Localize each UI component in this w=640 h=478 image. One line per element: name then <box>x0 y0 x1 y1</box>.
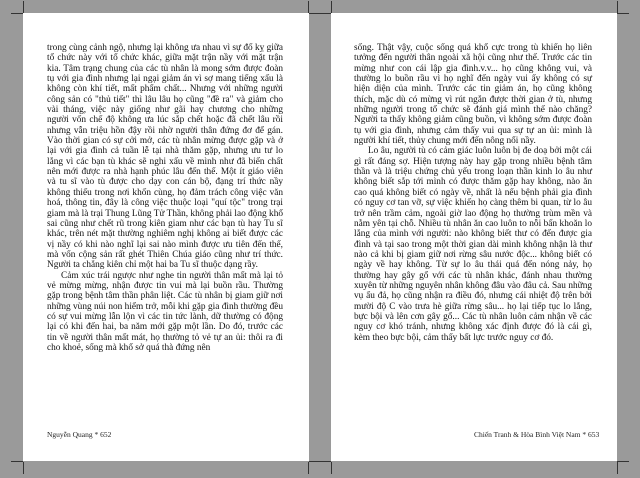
right-page <box>331 13 617 461</box>
crop-mark <box>23 1 24 13</box>
left-page <box>23 13 309 461</box>
right-paragraph-1: sống. Thật vậy, cuộc sống quá khổ cực trong tù khiến họ liên tưởng đến người thân ngoài xã hội cũng như thế. Trước các tin mừng như con cái lập gia đình.v.v... họ cũng không vui, và thường lo buồn rầu vì họ nghĩ đến ngày vui ấy không có sự hiện diện của mình. Trước các tin giảm án, họ cũng không thích, mặc dù có mừng vì rút ngắn được thời gian ở tù, nhưng những người trong tổ chức sẽ đánh giá mình thế nào chăng? Người ta thấy không giảm cũng buồn, vì không sớm được đoàn tụ với gia đình, nhưng cảm thấy vui qua sự tự an ủi: mình là người khí tiết, thủy chung mới đến nông nổi nầy. <box>354 43 592 147</box>
crop-mark <box>319 13 331 14</box>
right-page-footer: Chiến Tranh & Hòa Bình Việt Nam * 653 <box>474 430 600 439</box>
right-page-body <box>354 43 592 343</box>
left-page-footer: Nguyễn Quang * 652 <box>47 430 112 439</box>
crop-mark <box>11 461 23 462</box>
left-paragraph-2: Cảm xúc trái ngược như nghe tin người thân mất mà lại tỏ vẻ mừng mừng, nhận được tin vui mà lại buồn rầu. Thường gặp trong bệnh tâm thần phân liệt. Các tù nhân bị giam giữ nơi những vùng núi non hiểm trở, mỗi khi gặp gia đình thường đều có sự vui mừng lẫn lộn vì các tin tức lành, dữ thường có động lại có khi đến hai, ba năm mới gặp một lần. Do đó, trước các tin về người thân mất mát, họ thường tỏ vẻ tự an ủi: thôi ra đi cho khoẻ, sống mà khổ sở quá thà đứng nên <box>47 270 283 353</box>
crop-mark <box>319 461 331 462</box>
crop-mark <box>23 462 24 474</box>
crop-mark <box>331 1 332 13</box>
crop-mark <box>617 461 629 462</box>
crop-mark <box>617 462 618 474</box>
left-page-body <box>47 43 283 353</box>
right-paragraph-2: Lo âu, người tù có cảm giác luôn luôn bị đe doạ bởi một cái gì rất đáng sợ. Hiện tượng này hay gặp trong nhiều bệnh tâm thần và là triệu chứng chủ yếu trong loạn thần kinh lo âu như không biết sắp tới mình có được thăm gặp hay không, nào ăn cao quá không biết có ngày về, nhất là nếu bệnh phải gia đình có nguy cơ tan vỡ, sự việc khiến họ càng thêm bi quan, từ lo âu trở nên trầm cảm, ngoài giờ lao động họ thường trùm mền và nằm yên tại chỗ. Nhiều tù nhân ăn cao luôn to nỗi bấn khoăn lo lắng của mình với người: nào không biết thư có đến được gia đình và tại sao trong một thời gian dài mình không nhận là thư nào cả khi bị giam giữ nơi rừng sâu nước độc... không biết có ngày về hay không. Từ sự lo âu thái quá đến nóng nảy, họ thường hay gây gổ với các tù nhân khác, đánh nhau thường xuyên từ những nguyên nhân không đâu vào đâu cả. Sau những vụ ẩu đả, họ cũng nhận ra điều đó, nhưng cái nhiệt độ trên bởi mười độ C vào trưa hè giữa rừng sâu... họ lại tiếp tục lo lắng, bực bội và lên cơn gây gổ... Các tù nhân luôn cảm nhận về các nguy cơ khó tránh, nhưng không xác định được đó là cái gì, kèm theo bực bội, cảm thấy bất lực trước nguy cơ đó. <box>354 146 592 343</box>
crop-mark <box>11 13 23 14</box>
crop-mark <box>308 462 309 474</box>
crop-mark <box>331 462 332 474</box>
left-paragraph-1: trong cùng cảnh ngộ, nhưng lại không ưa nhau vì sự đố kỵ giữa tổ chức này với tổ chức khác, giữa mặt trận nầy với mặt trận kia. Tâm trạng chung của các tù nhân là mong sớm được đoàn tụ với gia đình nhưng lại ngại giảm án vì sợ mang tiếng xấu là không còn khí tiết, mất phẩm chất... Nhưng với những người công sản có "thủ tiết" thì lâu lâu họ cũng "đề ra" và giảm cho vài tháng, việc này giống như gãi hay chương cho những người vốn chế độ không ưa lúc sắp chết hoặc đã chết lâu rồi nhưng vẫn triệu hồn đậy rồi nhờ người thân đứng đơ để gán. Vào thời gian có sự cởi mở, các tù nhân mừng được gặp và ở lại với gia đình cả tuần lễ tại nhà thăm gặp, nhưng ưu tư lo lắng vì các bạn tù khác sẽ nghi xấu về mình như đã biến chất nên mới được ra nhà hạnh phúc lâu đến thế. Một ít giáo viên và tu sĩ vào tù được cho dạy con cán bộ, đạng trí thức nầy không thiếu trong nơi khốn cùng, họ đảm trách công việc văn hoá, thông tin, đây là công việc thuộc loại "quí tộc" trong trại giam mà là trại Thung Lũng Tử Thần, không phải lao động khổ sai cũng như chết rũ trong kiên giam như các bạn tù hay Tu sĩ khác, trên nét mặt thường nghiêm nghị không ai biết được các vị nầy có khi nào nghĩ lại sai nào mình được ưu tiên đến thế, mà vốn cộng sản rất ghét Thiên Chúa giáo cũng như trí thức. Người ta chẳng kiên chỉ một hai ba Tu sĩ thuộc dạng rầy. <box>47 43 284 271</box>
crop-mark <box>308 1 309 13</box>
crop-mark <box>617 13 629 14</box>
crop-mark <box>617 1 618 13</box>
